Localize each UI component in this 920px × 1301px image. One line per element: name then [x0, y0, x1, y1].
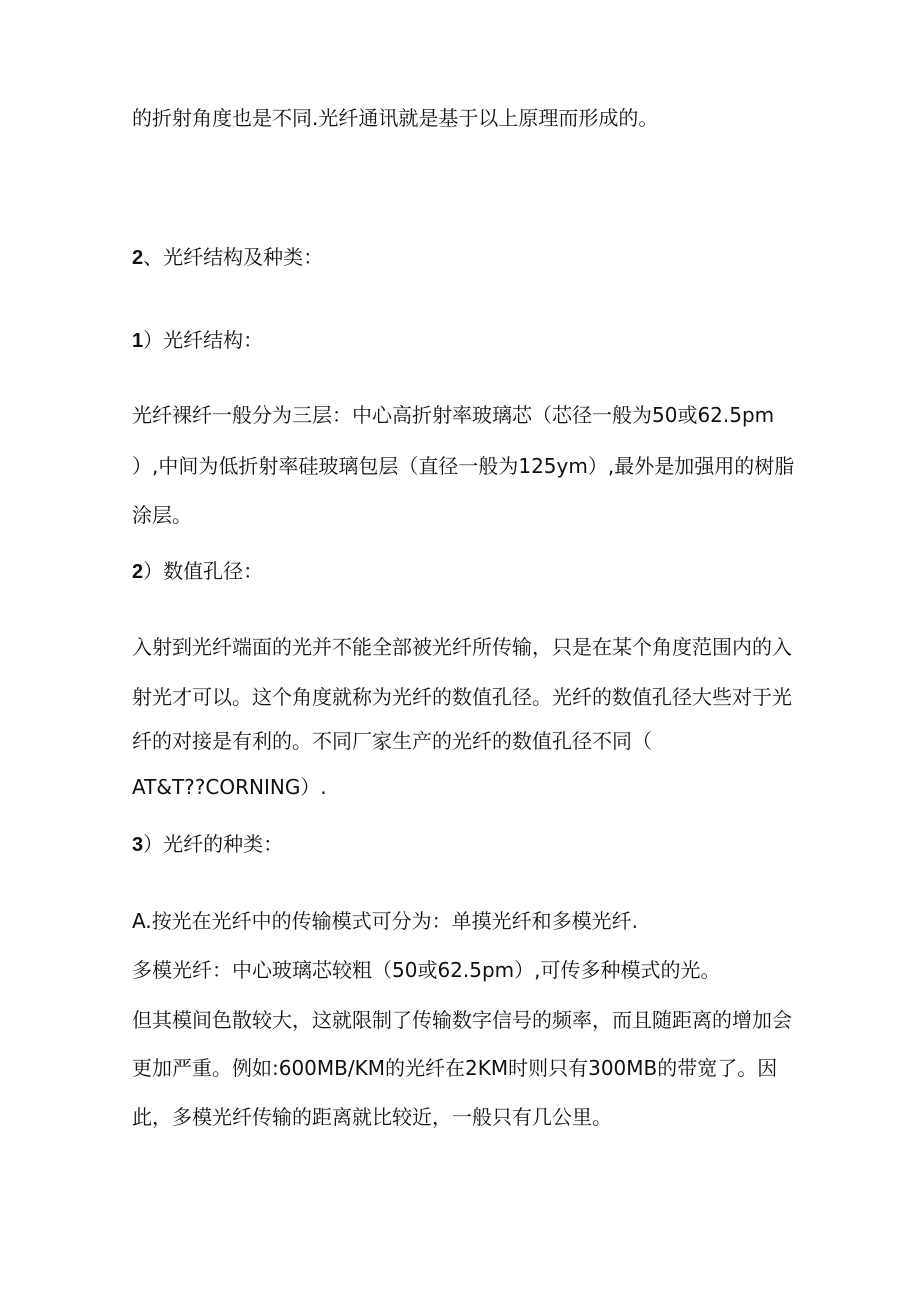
- subsection-3-heading: [132, 831, 797, 858]
- subsection-1-title: ）光纤结构：: [143, 328, 264, 352]
- subsection-1-number: 1: [132, 330, 144, 352]
- subsection-3-title: ）光纤的种类：: [143, 832, 284, 856]
- fiber-types-line-4: 更加严重。例如:600MB/KM的光纤在2KM时则只有300MB的带宽了。因: [132, 1056, 778, 1080]
- continuation-text: 的折射角度也是不同.光纤通讯就是基于以上原理而形成的。: [132, 106, 659, 130]
- fiber-types-line-3: 但其模间色散较大，这就限制了传输数字信号的频率，而且随距离的增加会: [132, 1008, 792, 1032]
- numerical-aperture-line-4: AT&T??CORNING）.: [132, 775, 327, 799]
- fiber-types-line-1: A.按光在光纤中的传输模式可分为：单摸光纤和多模光纤.: [132, 909, 639, 933]
- fiber-types-line-5: 此，多模光纤传输的距离就比较近，一般只有几公里。: [132, 1105, 612, 1129]
- fiber-types-line-2: 多模光纤：中心玻璃芯较粗（50或62.5pm）,可传多种模式的光。: [132, 958, 721, 982]
- subsection-2-title: ）数值孔径：: [143, 559, 264, 583]
- numerical-aperture-line-3: 纤的对接是有利的。不同厂家生产的光纤的数值孔径不同（: [132, 729, 652, 753]
- subsection-2-number: 2: [132, 561, 144, 583]
- fiber-structure-line-3: 涂层。: [132, 503, 192, 527]
- section-2-heading: [132, 244, 797, 271]
- subsection-1-heading: [132, 327, 797, 354]
- subsection-2-heading: [132, 558, 797, 585]
- subsection-3-number: 3: [132, 834, 144, 856]
- numerical-aperture-line-1: 入射到光纤端面的光并不能全部被光纤所传输，只是在某个角度范围内的入: [132, 635, 792, 659]
- numerical-aperture-line-2: 射光才可以。这个角度就称为光纤的数值孔径。光纤的数值孔径大些对于光: [132, 685, 792, 709]
- section-2-number: 2: [132, 247, 144, 269]
- section-2-title: 、光纤结构及种类：: [143, 245, 324, 269]
- fiber-structure-line-2: ）,中间为低折射率硅玻璃包层（直径一般为125ym）,最外是加强用的树脂: [132, 454, 795, 478]
- fiber-structure-line-1: 光纤裸纤一般分为三层：中心高折射率玻璃芯（芯径一般为50或62.5pm: [132, 403, 775, 427]
